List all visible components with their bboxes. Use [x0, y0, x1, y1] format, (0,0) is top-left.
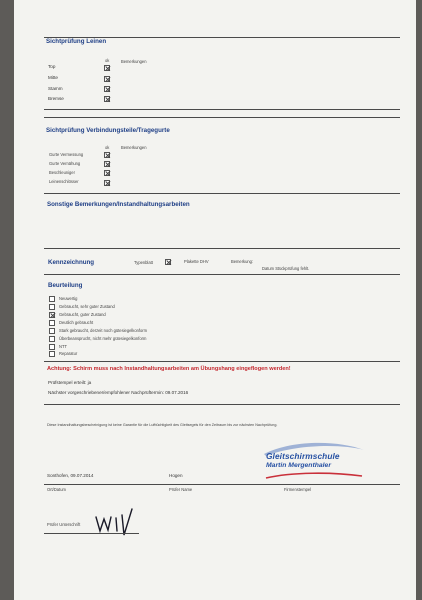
- checkbox-bremse[interactable]: [104, 96, 110, 102]
- checkbox-ntt[interactable]: [49, 344, 55, 350]
- option-label-deutlich-gebraucht: Deutlich gebraucht: [59, 320, 94, 325]
- col-ok-label: ok: [105, 58, 110, 63]
- checkbox-mitte[interactable]: [104, 76, 110, 82]
- row-label-bremse: Bremse: [48, 96, 64, 101]
- divider: [44, 361, 400, 362]
- col-remarks-label: Bemerkungen: [121, 145, 147, 150]
- option-label-stark-gebraucht: Stark gebraucht, derzeit noch gütesiegelkonform: [59, 328, 148, 333]
- option-label-ueberbeansprucht: Überbeansprucht, nicht mehr gütesiegelkonform: [59, 336, 147, 341]
- option-label-ntt: NTT: [59, 344, 67, 349]
- checkbox-stark-gebraucht[interactable]: [49, 328, 55, 334]
- checkbox-ueberbeansprucht[interactable]: [49, 336, 55, 342]
- checkbox-typenblatt[interactable]: [165, 259, 171, 265]
- row-label-leinenschloesser: Leinenschlösser: [49, 179, 79, 184]
- section-title-sonstige: Sonstige Bemerkungen/Instandhaltungsarbeiten: [47, 201, 190, 208]
- section-title-leinen: Sichtprüfung Leinen: [46, 38, 107, 45]
- bemerkung-value: Datum Stückprüfung fehlt.: [262, 266, 310, 271]
- place-date-value: Sonthofen, 09.07.2014: [47, 473, 94, 478]
- row-label-gurte-vermessung: Gurte Vermessung: [49, 152, 84, 157]
- checkbox-guter-zustand[interactable]: [49, 312, 55, 318]
- checkbox-top[interactable]: [104, 65, 110, 71]
- typenblatt-label: Typenblatt: [134, 260, 153, 265]
- col-remarks-label: Bemerkungen: [121, 59, 147, 64]
- warning-text: Achtung: Schirm muss nach Instandhaltungsarbeiten am Übungshang eingeflogen werden!: [47, 366, 291, 372]
- divider: [44, 117, 400, 118]
- divider: [44, 193, 400, 194]
- row-label-top: Top: [48, 64, 56, 69]
- section-title-verbindung: Sichtprüfung Verbindungsteile/Tragegurte: [46, 127, 170, 134]
- divider: [44, 109, 400, 110]
- place-date-label: Ort/Datum: [47, 487, 66, 492]
- checkbox-neuwertig[interactable]: [49, 296, 55, 302]
- option-label-neuwertig: Neuwertig: [59, 296, 78, 301]
- row-label-mitte: Mitte: [48, 75, 58, 80]
- row-label-beschleuniger: Beschleuniger: [49, 170, 75, 175]
- divider: [44, 404, 400, 405]
- signature-line: [44, 484, 400, 485]
- remarks-area[interactable]: [47, 213, 397, 243]
- school-logo: [252, 440, 372, 480]
- option-label-sehr-guter-zustand: Gebraucht, sehr guter Zustand: [59, 304, 115, 309]
- checkbox-sehr-guter-zustand[interactable]: [49, 304, 55, 310]
- logo-line-2: Martin Mergenthaler: [266, 462, 331, 469]
- section-title-kennzeichnung: Kennzeichnung: [48, 259, 95, 266]
- inspection-form-page: [14, 0, 416, 600]
- signature-label: Prüfer Unterschrift: [47, 522, 81, 527]
- bemerkung-label: Bemerkung:: [231, 259, 254, 264]
- checkbox-reparatur[interactable]: [49, 351, 55, 357]
- checkbox-beschleuniger[interactable]: [104, 170, 110, 176]
- row-label-stamm: Stamm: [48, 86, 63, 91]
- examiner-name-label: Prüfer Name: [169, 487, 193, 492]
- disclaimer-text: Diese Instandhaltungsbescheinigung ist keine Garantie für die Lufttüchtigkeit des Gleitsegels für den Zeitraum bis zur nächsten Nachprüfung.: [47, 423, 278, 427]
- divider: [44, 248, 400, 249]
- examiner-name-value: Hogen: [169, 473, 183, 478]
- row-label-gurte-vernaehung: Gurte Vernähung: [49, 161, 81, 166]
- company-stamp-label: Firmenstempel: [284, 487, 312, 492]
- stamp-issued-text: Prüfstempel erteilt: ja: [48, 380, 92, 385]
- next-check-text: Nächster vorgeschriebener/empfohlener Nachprüftermin: 09.07.2016: [48, 390, 189, 395]
- checkbox-deutlich-gebraucht[interactable]: [49, 320, 55, 326]
- checkbox-gurte-vermessung[interactable]: [104, 152, 110, 158]
- signature-underline: [44, 533, 139, 534]
- option-label-guter-zustand: Gebraucht, guter Zustand: [59, 312, 106, 317]
- checkbox-leinenschloesser[interactable]: [104, 180, 110, 186]
- col-ok-label: ok: [105, 145, 110, 150]
- option-label-reparatur: Reparatur: [59, 351, 78, 356]
- plakette-label: Plakette DHV: [184, 259, 209, 264]
- logo-line-1: Gleitschirmschule: [266, 451, 340, 461]
- checkbox-gurte-vernaehung[interactable]: [104, 161, 110, 167]
- divider: [44, 274, 400, 275]
- section-title-beurteilung: Beurteilung: [48, 282, 83, 289]
- checkbox-stamm[interactable]: [104, 86, 110, 92]
